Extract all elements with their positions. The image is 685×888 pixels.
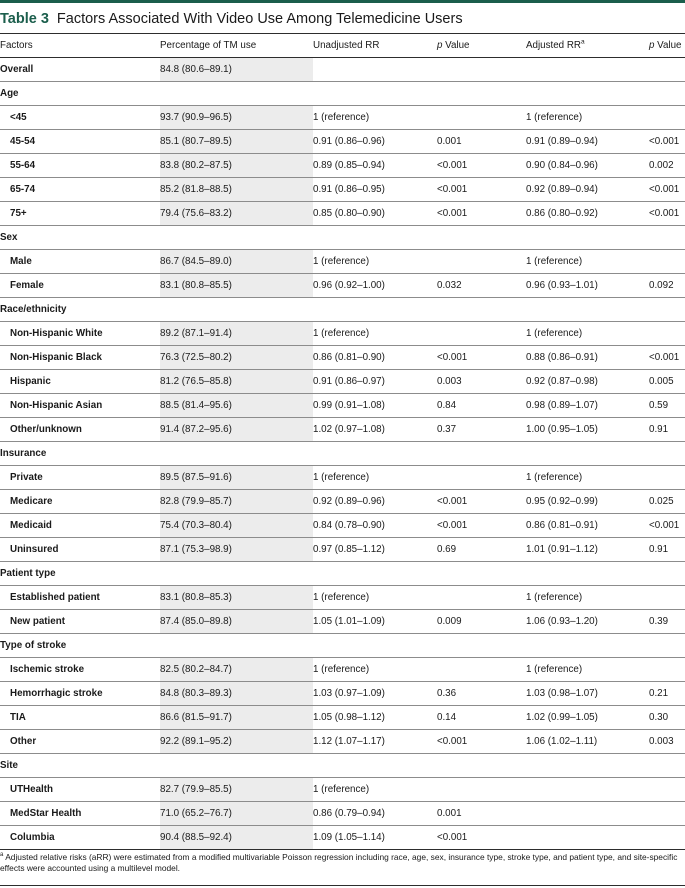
- percentage-cell: 82.8 (79.9–85.7): [160, 490, 313, 514]
- p-value-1-cell: [437, 322, 526, 346]
- unadjusted-rr-cell: 0.86 (0.81–0.90): [313, 346, 437, 370]
- header-adjusted-rr: [526, 34, 649, 58]
- factor-cell: Patient type: [0, 562, 160, 586]
- section-row: [0, 82, 685, 106]
- table-row: [0, 154, 685, 178]
- p-value-1-cell: [437, 754, 526, 778]
- adjusted-rr-cell: [526, 442, 649, 466]
- unadjusted-rr-cell: [313, 226, 437, 250]
- unadjusted-rr-cell: [313, 298, 437, 322]
- p-value-2-cell: [649, 562, 685, 586]
- factor-cell: Insurance: [0, 442, 160, 466]
- percentage-cell: [160, 754, 313, 778]
- section-row: [0, 298, 685, 322]
- table-row: [0, 490, 685, 514]
- adjusted-rr-cell: 0.88 (0.86–0.91): [526, 346, 649, 370]
- header-p-value-1: [437, 34, 526, 58]
- adjusted-rr-cell: [526, 82, 649, 106]
- adjusted-rr-cell: 1 (reference): [526, 658, 649, 682]
- header-p-value-2: [649, 34, 685, 58]
- p-value-1-cell: 0.009: [437, 610, 526, 634]
- adjusted-rr-cell: [526, 634, 649, 658]
- percentage-cell: 87.1 (75.3–98.9): [160, 538, 313, 562]
- p-value-1-cell: <0.001: [437, 346, 526, 370]
- section-row: [0, 226, 685, 250]
- p-value-2-cell: [649, 586, 685, 610]
- unadjusted-rr-cell: 0.99 (0.91–1.08): [313, 394, 437, 418]
- factor-cell: 65-74: [0, 178, 160, 202]
- header-adjusted-sup: a: [581, 38, 585, 46]
- factor-cell: Hispanic: [0, 370, 160, 394]
- p-value-2-cell: <0.001: [649, 202, 685, 226]
- factor-cell: Non-Hispanic Asian: [0, 394, 160, 418]
- unadjusted-rr-cell: [313, 634, 437, 658]
- factor-cell: 55-64: [0, 154, 160, 178]
- top-rule: [0, 0, 685, 3]
- table-row: [0, 58, 685, 82]
- unadjusted-rr-cell: [313, 754, 437, 778]
- adjusted-rr-cell: 0.98 (0.89–1.07): [526, 394, 649, 418]
- factor-cell: Other/unknown: [0, 418, 160, 442]
- factor-cell: Medicare: [0, 490, 160, 514]
- factor-cell: Age: [0, 82, 160, 106]
- p-value-1-cell: [437, 466, 526, 490]
- factor-cell: Site: [0, 754, 160, 778]
- factor-cell: Type of stroke: [0, 634, 160, 658]
- table-row: [0, 682, 685, 706]
- p-value-2-cell: <0.001: [649, 130, 685, 154]
- p-value-2-cell: 0.21: [649, 682, 685, 706]
- p-value-2-cell: 0.30: [649, 706, 685, 730]
- percentage-cell: 90.4 (88.5–92.4): [160, 826, 313, 850]
- header-p-rest: Value: [654, 40, 682, 51]
- p-value-1-cell: [437, 250, 526, 274]
- p-value-1-cell: <0.001: [437, 730, 526, 754]
- adjusted-rr-cell: [526, 226, 649, 250]
- table-row: [0, 370, 685, 394]
- header-unadjusted-rr: Unadjusted RR: [313, 34, 437, 58]
- percentage-cell: [160, 82, 313, 106]
- header-percentage: Percentage of TM use: [160, 34, 313, 58]
- adjusted-rr-cell: 1.06 (0.93–1.20): [526, 610, 649, 634]
- p-value-2-cell: [649, 442, 685, 466]
- unadjusted-rr-cell: [313, 442, 437, 466]
- unadjusted-rr-cell: 1 (reference): [313, 778, 437, 802]
- header-adjusted-label: Adjusted RR: [526, 40, 581, 51]
- table-row: [0, 346, 685, 370]
- p-value-2-cell: [649, 634, 685, 658]
- table-row: [0, 130, 685, 154]
- section-row: [0, 754, 685, 778]
- factor-cell: Female: [0, 274, 160, 298]
- factor-cell: Columbia: [0, 826, 160, 850]
- p-value-1-cell: [437, 106, 526, 130]
- p-value-2-cell: [649, 250, 685, 274]
- adjusted-rr-cell: 1 (reference): [526, 322, 649, 346]
- percentage-cell: 93.7 (90.9–96.5): [160, 106, 313, 130]
- adjusted-rr-cell: [526, 58, 649, 82]
- percentage-cell: 82.7 (79.9–85.5): [160, 778, 313, 802]
- p-value-2-cell: [649, 106, 685, 130]
- unadjusted-rr-cell: 0.96 (0.92–1.00): [313, 274, 437, 298]
- table-row: [0, 826, 685, 850]
- percentage-cell: [160, 226, 313, 250]
- p-value-2-cell: [649, 754, 685, 778]
- p-value-1-cell: <0.001: [437, 202, 526, 226]
- unadjusted-rr-cell: 1 (reference): [313, 322, 437, 346]
- adjusted-rr-cell: 0.92 (0.87–0.98): [526, 370, 649, 394]
- table-title: [0, 11, 463, 31]
- table-row: [0, 466, 685, 490]
- p-value-2-cell: [649, 466, 685, 490]
- unadjusted-rr-cell: 1 (reference): [313, 586, 437, 610]
- table-row: [0, 706, 685, 730]
- unadjusted-rr-cell: 0.91 (0.86–0.97): [313, 370, 437, 394]
- unadjusted-rr-cell: 1 (reference): [313, 658, 437, 682]
- data-table: [0, 33, 685, 850]
- p-value-1-cell: [437, 82, 526, 106]
- percentage-cell: 83.1 (80.8–85.3): [160, 586, 313, 610]
- factor-cell: Overall: [0, 58, 160, 82]
- adjusted-rr-cell: [526, 562, 649, 586]
- adjusted-rr-cell: 1.01 (0.91–1.12): [526, 538, 649, 562]
- unadjusted-rr-cell: 1 (reference): [313, 250, 437, 274]
- table-row: [0, 418, 685, 442]
- p-value-1-cell: [437, 226, 526, 250]
- p-value-2-cell: [649, 658, 685, 682]
- adjusted-rr-cell: 1 (reference): [526, 250, 649, 274]
- table-row: [0, 538, 685, 562]
- factor-cell: Sex: [0, 226, 160, 250]
- unadjusted-rr-cell: 0.84 (0.78–0.90): [313, 514, 437, 538]
- adjusted-rr-cell: 0.90 (0.84–0.96): [526, 154, 649, 178]
- p-value-1-cell: <0.001: [437, 514, 526, 538]
- adjusted-rr-cell: [526, 826, 649, 850]
- factor-cell: Ischemic stroke: [0, 658, 160, 682]
- adjusted-rr-cell: [526, 298, 649, 322]
- factor-cell: TIA: [0, 706, 160, 730]
- factor-cell: Non-Hispanic Black: [0, 346, 160, 370]
- p-value-2-cell: [649, 802, 685, 826]
- percentage-cell: 92.2 (89.1–95.2): [160, 730, 313, 754]
- adjusted-rr-cell: 0.92 (0.89–0.94): [526, 178, 649, 202]
- p-value-2-cell: 0.39: [649, 610, 685, 634]
- factor-cell: 75+: [0, 202, 160, 226]
- p-value-2-cell: <0.001: [649, 346, 685, 370]
- percentage-cell: 84.8 (80.6–89.1): [160, 58, 313, 82]
- unadjusted-rr-cell: 1.09 (1.05–1.14): [313, 826, 437, 850]
- p-value-2-cell: [649, 826, 685, 850]
- percentage-cell: 81.2 (76.5–85.8): [160, 370, 313, 394]
- table-row: [0, 586, 685, 610]
- adjusted-rr-cell: 1.02 (0.99–1.05): [526, 706, 649, 730]
- table-body: [0, 58, 685, 850]
- percentage-cell: 71.0 (65.2–76.7): [160, 802, 313, 826]
- table-row: [0, 322, 685, 346]
- factor-cell: Private: [0, 466, 160, 490]
- table-row: [0, 106, 685, 130]
- p-value-1-cell: <0.001: [437, 178, 526, 202]
- unadjusted-rr-cell: 1.05 (1.01–1.09): [313, 610, 437, 634]
- p-value-1-cell: [437, 298, 526, 322]
- factor-cell: Uninsured: [0, 538, 160, 562]
- section-row: [0, 442, 685, 466]
- header-factors: Factors: [0, 34, 160, 58]
- p-value-1-cell: 0.69: [437, 538, 526, 562]
- adjusted-rr-cell: 0.95 (0.92–0.99): [526, 490, 649, 514]
- percentage-cell: [160, 298, 313, 322]
- unadjusted-rr-cell: [313, 562, 437, 586]
- unadjusted-rr-cell: 0.97 (0.85–1.12): [313, 538, 437, 562]
- factor-cell: Non-Hispanic White: [0, 322, 160, 346]
- bottom-rule: [0, 885, 685, 886]
- factor-cell: Established patient: [0, 586, 160, 610]
- factor-cell: Male: [0, 250, 160, 274]
- unadjusted-rr-cell: 1.05 (0.98–1.12): [313, 706, 437, 730]
- percentage-cell: 91.4 (87.2–95.6): [160, 418, 313, 442]
- unadjusted-rr-cell: [313, 58, 437, 82]
- adjusted-rr-cell: 0.86 (0.80–0.92): [526, 202, 649, 226]
- table-row: [0, 778, 685, 802]
- percentage-cell: 76.3 (72.5–80.2): [160, 346, 313, 370]
- p-value-2-cell: 0.59: [649, 394, 685, 418]
- adjusted-rr-cell: 0.91 (0.89–0.94): [526, 130, 649, 154]
- adjusted-rr-cell: 1.03 (0.98–1.07): [526, 682, 649, 706]
- unadjusted-rr-cell: 0.86 (0.79–0.94): [313, 802, 437, 826]
- adjusted-rr-cell: 1 (reference): [526, 466, 649, 490]
- percentage-cell: [160, 442, 313, 466]
- p-value-2-cell: [649, 58, 685, 82]
- p-value-2-cell: [649, 322, 685, 346]
- table-row: [0, 202, 685, 226]
- p-value-2-cell: <0.001: [649, 514, 685, 538]
- footnote-text: Adjusted relative risks (aRR) were estimated from a modified multivariable Poisson regression including race, age, sex, insurance type, stroke type, and patient type, and site-specific effects were accounted using a multilevel model.: [0, 852, 678, 873]
- adjusted-rr-cell: [526, 754, 649, 778]
- table-row: [0, 250, 685, 274]
- unadjusted-rr-cell: [313, 82, 437, 106]
- adjusted-rr-cell: 1 (reference): [526, 586, 649, 610]
- factor-cell: 45-54: [0, 130, 160, 154]
- adjusted-rr-cell: 1.06 (1.02–1.11): [526, 730, 649, 754]
- unadjusted-rr-cell: 1 (reference): [313, 106, 437, 130]
- table-row: [0, 274, 685, 298]
- factor-cell: UTHealth: [0, 778, 160, 802]
- p-value-1-cell: [437, 658, 526, 682]
- header-p-rest: Value: [442, 40, 470, 51]
- p-value-2-cell: 0.002: [649, 154, 685, 178]
- unadjusted-rr-cell: 1.02 (0.97–1.08): [313, 418, 437, 442]
- table-number: Table 3: [0, 11, 49, 27]
- adjusted-rr-cell: 0.86 (0.81–0.91): [526, 514, 649, 538]
- p-value-1-cell: 0.003: [437, 370, 526, 394]
- p-value-2-cell: 0.005: [649, 370, 685, 394]
- table-row: [0, 394, 685, 418]
- unadjusted-rr-cell: 1 (reference): [313, 466, 437, 490]
- p-value-2-cell: [649, 778, 685, 802]
- percentage-cell: 83.8 (80.2–87.5): [160, 154, 313, 178]
- p-value-2-cell: 0.092: [649, 274, 685, 298]
- p-value-1-cell: 0.001: [437, 130, 526, 154]
- percentage-cell: 84.8 (80.3–89.3): [160, 682, 313, 706]
- percentage-cell: 82.5 (80.2–84.7): [160, 658, 313, 682]
- p-value-1-cell: [437, 442, 526, 466]
- p-value-1-cell: 0.36: [437, 682, 526, 706]
- header-p-italic: p: [437, 40, 443, 51]
- percentage-cell: 83.1 (80.8–85.5): [160, 274, 313, 298]
- percentage-cell: 89.5 (87.5–91.6): [160, 466, 313, 490]
- table-caption: Factors Associated With Video Use Among Telemedicine Users: [56, 11, 463, 27]
- factor-cell: Race/ethnicity: [0, 298, 160, 322]
- p-value-1-cell: <0.001: [437, 490, 526, 514]
- section-row: [0, 562, 685, 586]
- p-value-2-cell: [649, 82, 685, 106]
- factor-cell: <45: [0, 106, 160, 130]
- p-value-2-cell: 0.91: [649, 538, 685, 562]
- factor-cell: New patient: [0, 610, 160, 634]
- percentage-cell: 85.1 (80.7–89.5): [160, 130, 313, 154]
- adjusted-rr-cell: 0.96 (0.93–1.01): [526, 274, 649, 298]
- header-p-italic: p: [649, 40, 655, 51]
- unadjusted-rr-cell: 0.91 (0.86–0.96): [313, 130, 437, 154]
- unadjusted-rr-cell: 1.12 (1.07–1.17): [313, 730, 437, 754]
- adjusted-rr-cell: 1.00 (0.95–1.05): [526, 418, 649, 442]
- p-value-1-cell: [437, 562, 526, 586]
- p-value-1-cell: [437, 634, 526, 658]
- percentage-cell: 79.4 (75.6–83.2): [160, 202, 313, 226]
- p-value-1-cell: <0.001: [437, 826, 526, 850]
- unadjusted-rr-cell: 0.89 (0.85–0.94): [313, 154, 437, 178]
- p-value-2-cell: [649, 226, 685, 250]
- p-value-1-cell: 0.14: [437, 706, 526, 730]
- unadjusted-rr-cell: 0.91 (0.86–0.95): [313, 178, 437, 202]
- table-row: [0, 802, 685, 826]
- p-value-2-cell: 0.025: [649, 490, 685, 514]
- p-value-1-cell: 0.37: [437, 418, 526, 442]
- percentage-cell: 88.5 (81.4–95.6): [160, 394, 313, 418]
- p-value-2-cell: [649, 298, 685, 322]
- percentage-cell: 86.6 (81.5–91.7): [160, 706, 313, 730]
- p-value-1-cell: 0.84: [437, 394, 526, 418]
- section-row: [0, 634, 685, 658]
- p-value-2-cell: 0.003: [649, 730, 685, 754]
- factor-cell: MedStar Health: [0, 802, 160, 826]
- table-row: [0, 610, 685, 634]
- percentage-cell: 87.4 (85.0–89.8): [160, 610, 313, 634]
- factor-cell: Other: [0, 730, 160, 754]
- percentage-cell: [160, 634, 313, 658]
- percentage-cell: [160, 562, 313, 586]
- adjusted-rr-cell: [526, 778, 649, 802]
- p-value-2-cell: <0.001: [649, 178, 685, 202]
- footnote: [0, 852, 685, 874]
- factor-cell: Hemorrhagic stroke: [0, 682, 160, 706]
- unadjusted-rr-cell: 1.03 (0.97–1.09): [313, 682, 437, 706]
- factor-cell: Medicaid: [0, 514, 160, 538]
- table-row: [0, 658, 685, 682]
- p-value-2-cell: 0.91: [649, 418, 685, 442]
- p-value-1-cell: [437, 58, 526, 82]
- percentage-cell: 75.4 (70.3–80.4): [160, 514, 313, 538]
- adjusted-rr-cell: [526, 802, 649, 826]
- table-row: [0, 514, 685, 538]
- p-value-1-cell: [437, 586, 526, 610]
- adjusted-rr-cell: 1 (reference): [526, 106, 649, 130]
- p-value-1-cell: 0.032: [437, 274, 526, 298]
- footnote-marker: a: [0, 852, 4, 859]
- p-value-1-cell: 0.001: [437, 802, 526, 826]
- unadjusted-rr-cell: 0.92 (0.89–0.96): [313, 490, 437, 514]
- percentage-cell: 86.7 (84.5–89.0): [160, 250, 313, 274]
- percentage-cell: 89.2 (87.1–91.4): [160, 322, 313, 346]
- p-value-1-cell: <0.001: [437, 154, 526, 178]
- table-row: [0, 730, 685, 754]
- header-row: [0, 34, 685, 58]
- unadjusted-rr-cell: 0.85 (0.80–0.90): [313, 202, 437, 226]
- percentage-cell: 85.2 (81.8–88.5): [160, 178, 313, 202]
- table-row: [0, 178, 685, 202]
- p-value-1-cell: [437, 778, 526, 802]
